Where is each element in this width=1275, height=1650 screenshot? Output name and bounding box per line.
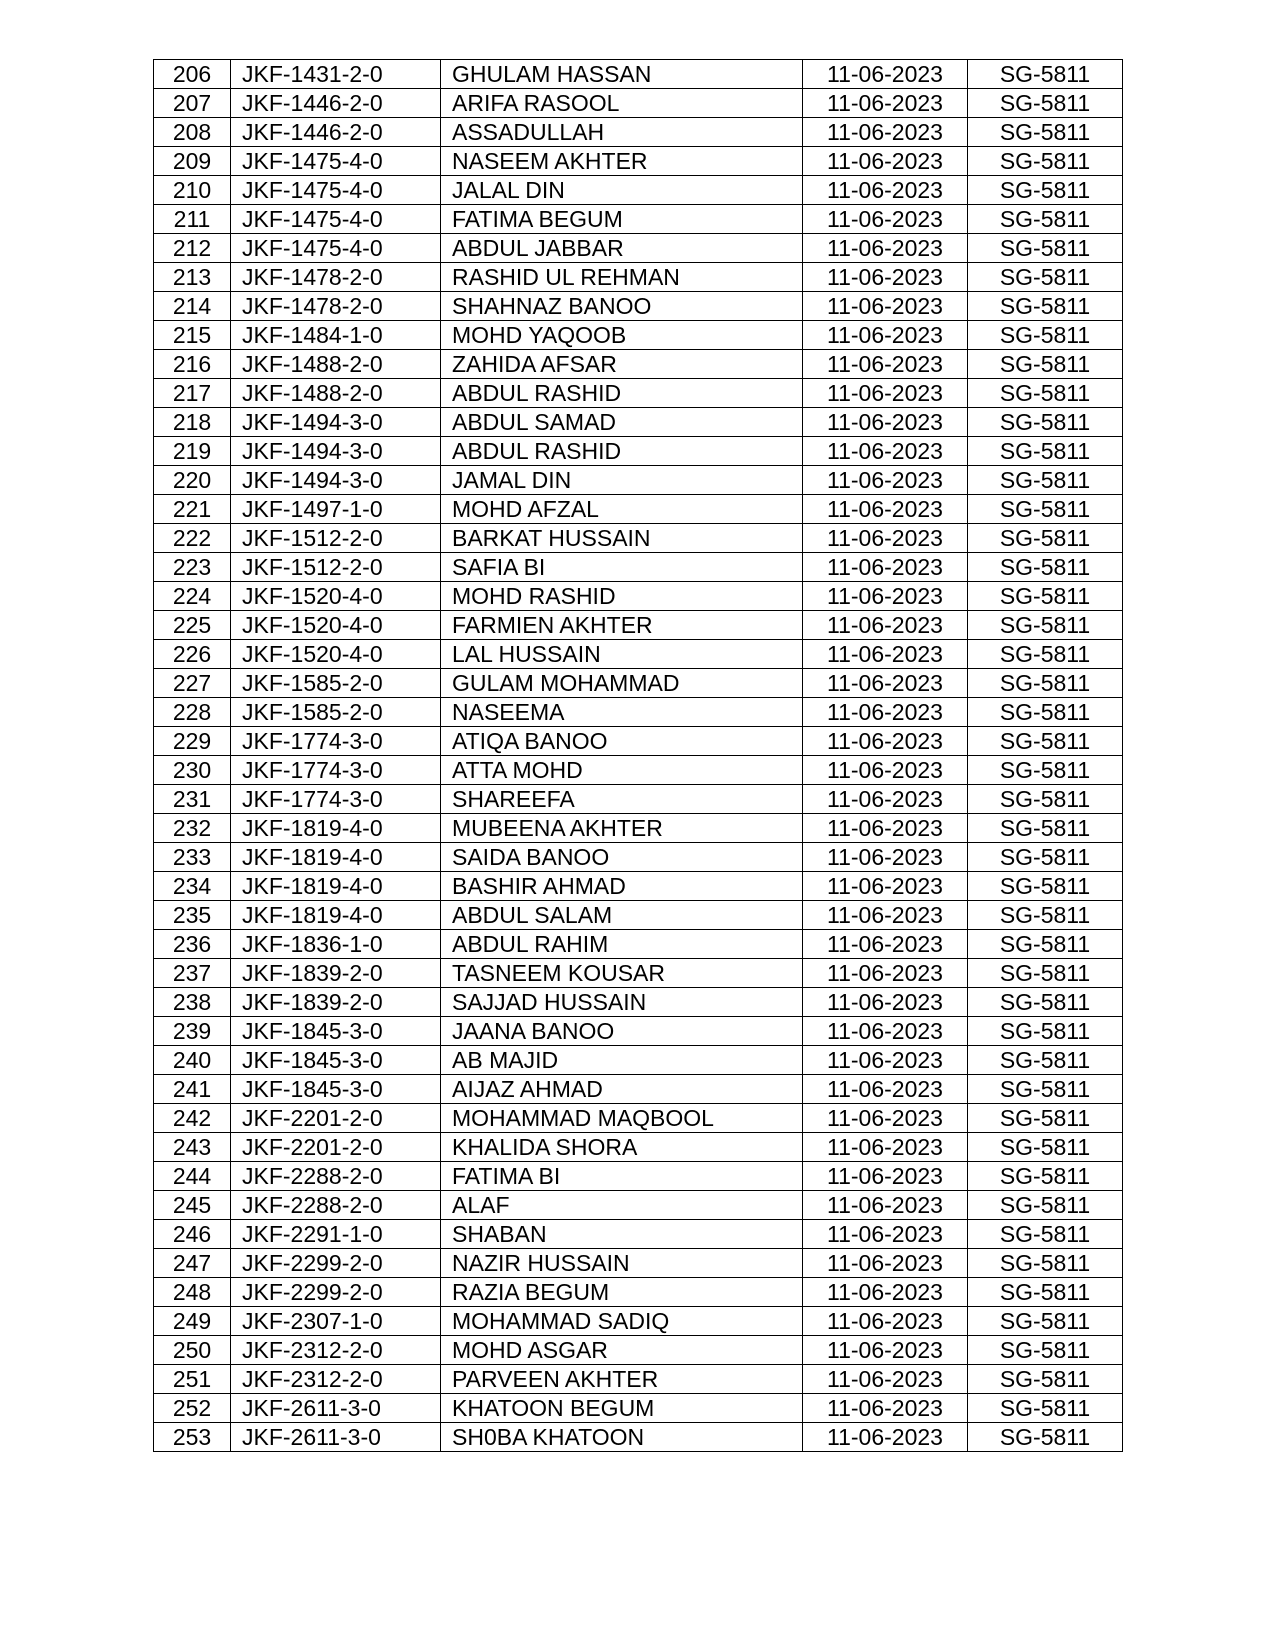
- reference-cell: SG-5811: [968, 1307, 1123, 1336]
- name-cell: KHATOON BEGUM: [441, 1394, 803, 1423]
- code-cell: JKF-1585-2-0: [231, 669, 441, 698]
- table-row: [154, 553, 1123, 582]
- table-row: [154, 785, 1123, 814]
- table-row: [154, 60, 1123, 89]
- serial-number-cell: 214: [154, 292, 231, 321]
- table-row: [154, 901, 1123, 930]
- serial-number-cell: 252: [154, 1394, 231, 1423]
- name-cell: LAL HUSSAIN: [441, 640, 803, 669]
- reference-cell: SG-5811: [968, 263, 1123, 292]
- reference-cell: SG-5811: [968, 1365, 1123, 1394]
- serial-number-cell: 234: [154, 872, 231, 901]
- code-cell: JKF-1839-2-0: [231, 959, 441, 988]
- table-row: [154, 1394, 1123, 1423]
- serial-number-cell: 239: [154, 1017, 231, 1046]
- code-cell: JKF-1774-3-0: [231, 785, 441, 814]
- date-cell: 11-06-2023: [803, 1046, 968, 1075]
- serial-number-cell: 246: [154, 1220, 231, 1249]
- table-row: [154, 495, 1123, 524]
- reference-cell: SG-5811: [968, 1162, 1123, 1191]
- serial-number-cell: 216: [154, 350, 231, 379]
- name-cell: RAZIA BEGUM: [441, 1278, 803, 1307]
- name-cell: ABDUL SALAM: [441, 901, 803, 930]
- name-cell: ABDUL JABBAR: [441, 234, 803, 263]
- code-cell: JKF-2201-2-0: [231, 1133, 441, 1162]
- reference-cell: SG-5811: [968, 611, 1123, 640]
- serial-number-cell: 219: [154, 437, 231, 466]
- table-row: [154, 611, 1123, 640]
- date-cell: 11-06-2023: [803, 1017, 968, 1046]
- serial-number-cell: 215: [154, 321, 231, 350]
- date-cell: 11-06-2023: [803, 495, 968, 524]
- serial-number-cell: 207: [154, 89, 231, 118]
- table-row: [154, 234, 1123, 263]
- serial-number-cell: 244: [154, 1162, 231, 1191]
- name-cell: MOHD YAQOOB: [441, 321, 803, 350]
- table-row: [154, 814, 1123, 843]
- code-cell: JKF-1475-4-0: [231, 234, 441, 263]
- reference-cell: SG-5811: [968, 118, 1123, 147]
- table-row: [154, 1423, 1123, 1452]
- reference-cell: SG-5811: [968, 89, 1123, 118]
- name-cell: NASEEM AKHTER: [441, 147, 803, 176]
- reference-cell: SG-5811: [968, 843, 1123, 872]
- serial-number-cell: 222: [154, 524, 231, 553]
- name-cell: MOHD RASHID: [441, 582, 803, 611]
- serial-number-cell: 211: [154, 205, 231, 234]
- code-cell: JKF-1819-4-0: [231, 901, 441, 930]
- date-cell: 11-06-2023: [803, 843, 968, 872]
- name-cell: JAMAL DIN: [441, 466, 803, 495]
- reference-cell: SG-5811: [968, 1423, 1123, 1452]
- code-cell: JKF-1512-2-0: [231, 524, 441, 553]
- code-cell: JKF-1475-4-0: [231, 147, 441, 176]
- reference-cell: SG-5811: [968, 669, 1123, 698]
- table-row: [154, 379, 1123, 408]
- date-cell: 11-06-2023: [803, 234, 968, 263]
- code-cell: JKF-1512-2-0: [231, 553, 441, 582]
- date-cell: 11-06-2023: [803, 1220, 968, 1249]
- name-cell: ABDUL RASHID: [441, 437, 803, 466]
- name-cell: JAANA BANOO: [441, 1017, 803, 1046]
- table-row: [154, 843, 1123, 872]
- date-cell: 11-06-2023: [803, 1075, 968, 1104]
- code-cell: JKF-2312-2-0: [231, 1365, 441, 1394]
- code-cell: JKF-1446-2-0: [231, 89, 441, 118]
- reference-cell: SG-5811: [968, 60, 1123, 89]
- serial-number-cell: 237: [154, 959, 231, 988]
- name-cell: MOHD AFZAL: [441, 495, 803, 524]
- serial-number-cell: 235: [154, 901, 231, 930]
- table-row: [154, 1249, 1123, 1278]
- reference-cell: SG-5811: [968, 176, 1123, 205]
- code-cell: JKF-1431-2-0: [231, 60, 441, 89]
- reference-cell: SG-5811: [968, 1278, 1123, 1307]
- name-cell: FARMIEN AKHTER: [441, 611, 803, 640]
- name-cell: SAJJAD HUSSAIN: [441, 988, 803, 1017]
- code-cell: JKF-1497-1-0: [231, 495, 441, 524]
- reference-cell: SG-5811: [968, 379, 1123, 408]
- code-cell: JKF-1446-2-0: [231, 118, 441, 147]
- serial-number-cell: 227: [154, 669, 231, 698]
- table-row: [154, 205, 1123, 234]
- serial-number-cell: 225: [154, 611, 231, 640]
- code-cell: JKF-1836-1-0: [231, 930, 441, 959]
- serial-number-cell: 232: [154, 814, 231, 843]
- code-cell: JKF-1845-3-0: [231, 1075, 441, 1104]
- serial-number-cell: 217: [154, 379, 231, 408]
- name-cell: ASSADULLAH: [441, 118, 803, 147]
- date-cell: 11-06-2023: [803, 379, 968, 408]
- reference-cell: SG-5811: [968, 785, 1123, 814]
- name-cell: FATIMA BEGUM: [441, 205, 803, 234]
- name-cell: GHULAM HASSAN: [441, 60, 803, 89]
- serial-number-cell: 241: [154, 1075, 231, 1104]
- date-cell: 11-06-2023: [803, 698, 968, 727]
- date-cell: 11-06-2023: [803, 1162, 968, 1191]
- reference-cell: SG-5811: [968, 698, 1123, 727]
- serial-number-cell: 226: [154, 640, 231, 669]
- name-cell: SAFIA BI: [441, 553, 803, 582]
- reference-cell: SG-5811: [968, 205, 1123, 234]
- reference-cell: SG-5811: [968, 872, 1123, 901]
- table-row: [154, 582, 1123, 611]
- name-cell: ATIQA BANOO: [441, 727, 803, 756]
- code-cell: JKF-2288-2-0: [231, 1162, 441, 1191]
- reference-cell: SG-5811: [968, 1017, 1123, 1046]
- serial-number-cell: 221: [154, 495, 231, 524]
- code-cell: JKF-1520-4-0: [231, 611, 441, 640]
- code-cell: JKF-1845-3-0: [231, 1046, 441, 1075]
- date-cell: 11-06-2023: [803, 727, 968, 756]
- table-row: [154, 1307, 1123, 1336]
- date-cell: 11-06-2023: [803, 1191, 968, 1220]
- code-cell: JKF-2299-2-0: [231, 1249, 441, 1278]
- date-cell: 11-06-2023: [803, 959, 968, 988]
- code-cell: JKF-1520-4-0: [231, 640, 441, 669]
- serial-number-cell: 245: [154, 1191, 231, 1220]
- table-row: [154, 1365, 1123, 1394]
- date-cell: 11-06-2023: [803, 901, 968, 930]
- reference-cell: SG-5811: [968, 495, 1123, 524]
- reference-cell: SG-5811: [968, 1249, 1123, 1278]
- date-cell: 11-06-2023: [803, 872, 968, 901]
- date-cell: 11-06-2023: [803, 1394, 968, 1423]
- table-row: [154, 408, 1123, 437]
- table-row: [154, 872, 1123, 901]
- date-cell: 11-06-2023: [803, 205, 968, 234]
- reference-cell: SG-5811: [968, 350, 1123, 379]
- serial-number-cell: 228: [154, 698, 231, 727]
- date-cell: 11-06-2023: [803, 176, 968, 205]
- code-cell: JKF-1478-2-0: [231, 292, 441, 321]
- code-cell: JKF-1819-4-0: [231, 814, 441, 843]
- serial-number-cell: 220: [154, 466, 231, 495]
- date-cell: 11-06-2023: [803, 118, 968, 147]
- name-cell: ABDUL RASHID: [441, 379, 803, 408]
- code-cell: JKF-2307-1-0: [231, 1307, 441, 1336]
- serial-number-cell: 247: [154, 1249, 231, 1278]
- code-cell: JKF-1774-3-0: [231, 727, 441, 756]
- code-cell: JKF-1494-3-0: [231, 437, 441, 466]
- code-cell: JKF-1484-1-0: [231, 321, 441, 350]
- serial-number-cell: 209: [154, 147, 231, 176]
- serial-number-cell: 212: [154, 234, 231, 263]
- date-cell: 11-06-2023: [803, 582, 968, 611]
- reference-cell: SG-5811: [968, 437, 1123, 466]
- table-row: [154, 524, 1123, 553]
- name-cell: TASNEEM KOUSAR: [441, 959, 803, 988]
- serial-number-cell: 240: [154, 1046, 231, 1075]
- serial-number-cell: 218: [154, 408, 231, 437]
- reference-cell: SG-5811: [968, 1075, 1123, 1104]
- code-cell: JKF-2291-1-0: [231, 1220, 441, 1249]
- date-cell: 11-06-2023: [803, 437, 968, 466]
- table-row: [154, 176, 1123, 205]
- date-cell: 11-06-2023: [803, 1307, 968, 1336]
- date-cell: 11-06-2023: [803, 756, 968, 785]
- table-row: [154, 147, 1123, 176]
- code-cell: JKF-1478-2-0: [231, 263, 441, 292]
- date-cell: 11-06-2023: [803, 60, 968, 89]
- date-cell: 11-06-2023: [803, 524, 968, 553]
- name-cell: NASEEMA: [441, 698, 803, 727]
- serial-number-cell: 224: [154, 582, 231, 611]
- code-cell: JKF-2611-3-0: [231, 1423, 441, 1452]
- serial-number-cell: 236: [154, 930, 231, 959]
- date-cell: 11-06-2023: [803, 292, 968, 321]
- name-cell: ABDUL SAMAD: [441, 408, 803, 437]
- reference-cell: SG-5811: [968, 1394, 1123, 1423]
- serial-number-cell: 206: [154, 60, 231, 89]
- name-cell: SH0BA KHATOON: [441, 1423, 803, 1452]
- serial-number-cell: 231: [154, 785, 231, 814]
- date-cell: 11-06-2023: [803, 1133, 968, 1162]
- name-cell: ABDUL RAHIM: [441, 930, 803, 959]
- table-row: [154, 350, 1123, 379]
- name-cell: AIJAZ AHMAD: [441, 1075, 803, 1104]
- table-row: [154, 930, 1123, 959]
- reference-cell: SG-5811: [968, 640, 1123, 669]
- code-cell: JKF-1475-4-0: [231, 176, 441, 205]
- reference-cell: SG-5811: [968, 292, 1123, 321]
- reference-cell: SG-5811: [968, 234, 1123, 263]
- name-cell: JALAL DIN: [441, 176, 803, 205]
- name-cell: ARIFA RASOOL: [441, 89, 803, 118]
- date-cell: 11-06-2023: [803, 814, 968, 843]
- table-row: [154, 640, 1123, 669]
- table-row: [154, 1046, 1123, 1075]
- reference-cell: SG-5811: [968, 1133, 1123, 1162]
- reference-cell: SG-5811: [968, 1336, 1123, 1365]
- code-cell: JKF-2299-2-0: [231, 1278, 441, 1307]
- serial-number-cell: 242: [154, 1104, 231, 1133]
- reference-cell: SG-5811: [968, 814, 1123, 843]
- serial-number-cell: 208: [154, 118, 231, 147]
- serial-number-cell: 243: [154, 1133, 231, 1162]
- code-cell: JKF-2288-2-0: [231, 1191, 441, 1220]
- name-cell: SHABAN: [441, 1220, 803, 1249]
- date-cell: 11-06-2023: [803, 147, 968, 176]
- name-cell: MOHAMMAD SADIQ: [441, 1307, 803, 1336]
- table-row: [154, 756, 1123, 785]
- code-cell: JKF-1494-3-0: [231, 466, 441, 495]
- table-row: [154, 321, 1123, 350]
- reference-cell: SG-5811: [968, 553, 1123, 582]
- table-row: [154, 1104, 1123, 1133]
- name-cell: FATIMA BI: [441, 1162, 803, 1191]
- code-cell: JKF-1585-2-0: [231, 698, 441, 727]
- date-cell: 11-06-2023: [803, 785, 968, 814]
- serial-number-cell: 250: [154, 1336, 231, 1365]
- date-cell: 11-06-2023: [803, 350, 968, 379]
- date-cell: 11-06-2023: [803, 611, 968, 640]
- reference-cell: SG-5811: [968, 1220, 1123, 1249]
- table-row: [154, 1278, 1123, 1307]
- name-cell: SAIDA BANOO: [441, 843, 803, 872]
- name-cell: MUBEENA AKHTER: [441, 814, 803, 843]
- reference-cell: SG-5811: [968, 988, 1123, 1017]
- table-row: [154, 1191, 1123, 1220]
- code-cell: JKF-1839-2-0: [231, 988, 441, 1017]
- date-cell: 11-06-2023: [803, 263, 968, 292]
- code-cell: JKF-1845-3-0: [231, 1017, 441, 1046]
- serial-number-cell: 238: [154, 988, 231, 1017]
- serial-number-cell: 210: [154, 176, 231, 205]
- name-cell: SHAREEFA: [441, 785, 803, 814]
- table-row: [154, 959, 1123, 988]
- table-row: [154, 1075, 1123, 1104]
- table-row: [154, 437, 1123, 466]
- date-cell: 11-06-2023: [803, 669, 968, 698]
- reference-cell: SG-5811: [968, 582, 1123, 611]
- table-row: [154, 698, 1123, 727]
- table-row: [154, 263, 1123, 292]
- serial-number-cell: 249: [154, 1307, 231, 1336]
- name-cell: MOHAMMAD MAQBOOL: [441, 1104, 803, 1133]
- date-cell: 11-06-2023: [803, 1104, 968, 1133]
- name-cell: NAZIR HUSSAIN: [441, 1249, 803, 1278]
- code-cell: JKF-1494-3-0: [231, 408, 441, 437]
- serial-number-cell: 233: [154, 843, 231, 872]
- reference-cell: SG-5811: [968, 524, 1123, 553]
- reference-cell: SG-5811: [968, 901, 1123, 930]
- code-cell: JKF-1475-4-0: [231, 205, 441, 234]
- table-row: [154, 292, 1123, 321]
- name-cell: GULAM MOHAMMAD: [441, 669, 803, 698]
- date-cell: 11-06-2023: [803, 1423, 968, 1452]
- code-cell: JKF-2201-2-0: [231, 1104, 441, 1133]
- serial-number-cell: 253: [154, 1423, 231, 1452]
- reference-cell: SG-5811: [968, 1046, 1123, 1075]
- table-row: [154, 1133, 1123, 1162]
- reference-cell: SG-5811: [968, 930, 1123, 959]
- code-cell: JKF-1819-4-0: [231, 843, 441, 872]
- table-row: [154, 1017, 1123, 1046]
- date-cell: 11-06-2023: [803, 1278, 968, 1307]
- serial-number-cell: 230: [154, 756, 231, 785]
- name-cell: SHAHNAZ BANOO: [441, 292, 803, 321]
- serial-number-cell: 223: [154, 553, 231, 582]
- name-cell: ATTA MOHD: [441, 756, 803, 785]
- date-cell: 11-06-2023: [803, 1365, 968, 1394]
- code-cell: JKF-2611-3-0: [231, 1394, 441, 1423]
- reference-cell: SG-5811: [968, 147, 1123, 176]
- date-cell: 11-06-2023: [803, 930, 968, 959]
- code-cell: JKF-1488-2-0: [231, 350, 441, 379]
- reference-cell: SG-5811: [968, 1191, 1123, 1220]
- code-cell: JKF-2312-2-0: [231, 1336, 441, 1365]
- code-cell: JKF-1774-3-0: [231, 756, 441, 785]
- table-row: [154, 1336, 1123, 1365]
- name-cell: BASHIR AHMAD: [441, 872, 803, 901]
- reference-cell: SG-5811: [968, 1104, 1123, 1133]
- name-cell: KHALIDA SHORA: [441, 1133, 803, 1162]
- code-cell: JKF-1520-4-0: [231, 582, 441, 611]
- serial-number-cell: 229: [154, 727, 231, 756]
- reference-cell: SG-5811: [968, 756, 1123, 785]
- name-cell: PARVEEN AKHTER: [441, 1365, 803, 1394]
- reference-cell: SG-5811: [968, 466, 1123, 495]
- table-row: [154, 1220, 1123, 1249]
- table-row: [154, 1162, 1123, 1191]
- table-row: [154, 89, 1123, 118]
- name-cell: AB MAJID: [441, 1046, 803, 1075]
- name-cell: ZAHIDA AFSAR: [441, 350, 803, 379]
- code-cell: JKF-1488-2-0: [231, 379, 441, 408]
- serial-number-cell: 251: [154, 1365, 231, 1394]
- date-cell: 11-06-2023: [803, 408, 968, 437]
- table-body: [154, 60, 1123, 1452]
- date-cell: 11-06-2023: [803, 988, 968, 1017]
- code-cell: JKF-1819-4-0: [231, 872, 441, 901]
- table-row: [154, 988, 1123, 1017]
- reference-cell: SG-5811: [968, 321, 1123, 350]
- table-row: [154, 727, 1123, 756]
- date-cell: 11-06-2023: [803, 1249, 968, 1278]
- reference-cell: SG-5811: [968, 959, 1123, 988]
- date-cell: 11-06-2023: [803, 1336, 968, 1365]
- date-cell: 11-06-2023: [803, 321, 968, 350]
- name-cell: MOHD ASGAR: [441, 1336, 803, 1365]
- name-cell: RASHID UL REHMAN: [441, 263, 803, 292]
- serial-number-cell: 213: [154, 263, 231, 292]
- table-row: [154, 466, 1123, 495]
- reference-cell: SG-5811: [968, 727, 1123, 756]
- date-cell: 11-06-2023: [803, 89, 968, 118]
- date-cell: 11-06-2023: [803, 553, 968, 582]
- table-row: [154, 669, 1123, 698]
- reference-cell: SG-5811: [968, 408, 1123, 437]
- date-cell: 11-06-2023: [803, 466, 968, 495]
- beneficiary-table: [153, 59, 1123, 1452]
- name-cell: BARKAT HUSSAIN: [441, 524, 803, 553]
- table-row: [154, 118, 1123, 147]
- serial-number-cell: 248: [154, 1278, 231, 1307]
- date-cell: 11-06-2023: [803, 640, 968, 669]
- name-cell: ALAF: [441, 1191, 803, 1220]
